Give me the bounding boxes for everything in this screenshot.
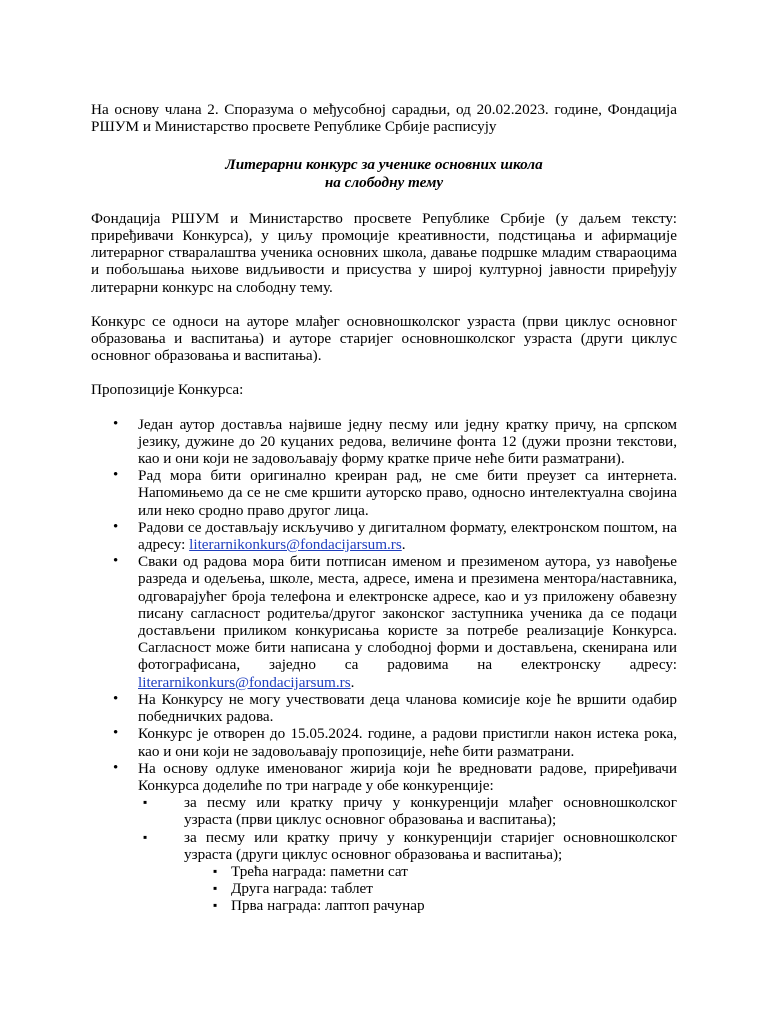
proposition-text: Сваки од радова мора бити потписан именом и презименом аутора, уз навођење разреда и одељења, школе, места, адресе, имена и презимена ментора/наставника, одговарајућег броја телефона и електронске адресе, као и уз приложену обавезну писану сагласност родитеља/другог законског заступника ученика да се подаци достављени приликом конкурисања користе за потребе реализације Конкурса. Сагласност може бити написана у слободној форми и достављена, скенирана или фотографисана, заједно са радовима на електронску адресу:	[138, 553, 677, 674]
title-line-1: Литерарни конкурс за ученике основних школа	[225, 156, 543, 174]
title-line-2: на слободну тему	[324, 173, 444, 191]
propositions-list	[91, 416, 677, 915]
proposition-item	[91, 467, 677, 519]
prize-item: ▪ Трећа награда: паметни сат	[184, 863, 677, 880]
prize-item: ▪ Друга награда: таблет	[184, 880, 677, 897]
proposition-text: Рад мора бити оригинално креиран рад, не сме бити преузет са интернета. Напомињемо да се не сме кршити ауторско право, односно интелектуална својина или неко сродно право другог лица.	[138, 467, 677, 519]
category-text: за песму или кратку причу у конкуренцији старијег основношколског узраста (други циклус основног образовања и васпитања);	[184, 828, 677, 863]
prize-item: ▪ Прва награда: лаптоп рачунар	[184, 897, 677, 914]
punctuation: .	[401, 536, 406, 554]
category-list	[138, 794, 677, 914]
proposition-item	[91, 519, 677, 553]
email-link[interactable]: literarnikonkurs@fondacijarsum.rs	[189, 536, 402, 554]
category-item	[138, 794, 677, 828]
proposition-item	[91, 760, 677, 915]
document-title	[91, 156, 677, 190]
punctuation: .	[350, 673, 355, 691]
proposition-item	[91, 416, 677, 468]
propositions-heading: Пропозиције Конкурса:	[91, 381, 244, 399]
proposition-text: Радови се достављају искључиво у дигиталном формату, електронском поштом, на адресу:	[138, 518, 677, 554]
proposition-text: Конкурс је отворен до 15.05.2024. године, а радови пристигли након истека рока, као и они који не задовољавају пропозиције, неће бити разматрани.	[138, 725, 677, 760]
paragraph-audience: Конкурс се односи на ауторе млађег основношколског узраста (први циклус основног образовања и васпитања) и ауторе старијег основношколског узраста (други циклус основног образовања и васпитања).	[91, 312, 677, 365]
intro-paragraph: На основу члана 2. Споразума о међусобној сарадњи, од 20.02.2023. године, Фондација РШУМ и Министарство просвете Републике Србије расписују	[91, 101, 677, 136]
category-item	[138, 829, 677, 915]
proposition-text: Један аутор доставља највише једну песму или једну кратку причу, на српском језику, дужине до 20 куцаних редова, величине фонта 12 (дужи прозни текстови, као и они који не задовољавају форму кратке приче неће бити разматрани).	[138, 415, 677, 468]
proposition-item	[91, 691, 677, 725]
proposition-item	[91, 725, 677, 759]
prize-list	[184, 863, 677, 915]
proposition-item	[91, 553, 677, 691]
email-link[interactable]: literarnikonkurs@fondacijarsum.rs	[138, 673, 351, 691]
category-text: за песму или кратку причу у конкуренцији млађег основношколског узраста (први циклус основног образовања и васпитања);	[184, 794, 677, 829]
proposition-text: На основу одлуке именованог жирија који ће вредновати радове, приређивачи Конкурса доделиће по три награде у обе конкуренције:	[138, 759, 677, 794]
paragraph-purpose: Фондација РШУМ и Министарство просвете Републике Србије (у даљем тексту: приређивачи Конкурса), у циљу промоције креативности, подстицања и афирмације литерарног стваралаштва ученика основних школа, давање подршке младим ствараоцима и побољшања њихове видљивости и присуства у широј културној јавности приређују литерарни конкурс на слободну тему.	[91, 209, 677, 296]
proposition-text: На Конкурсу не могу учествовати деца чланова комисије које ће вршити одабир победничких радова.	[138, 690, 677, 726]
